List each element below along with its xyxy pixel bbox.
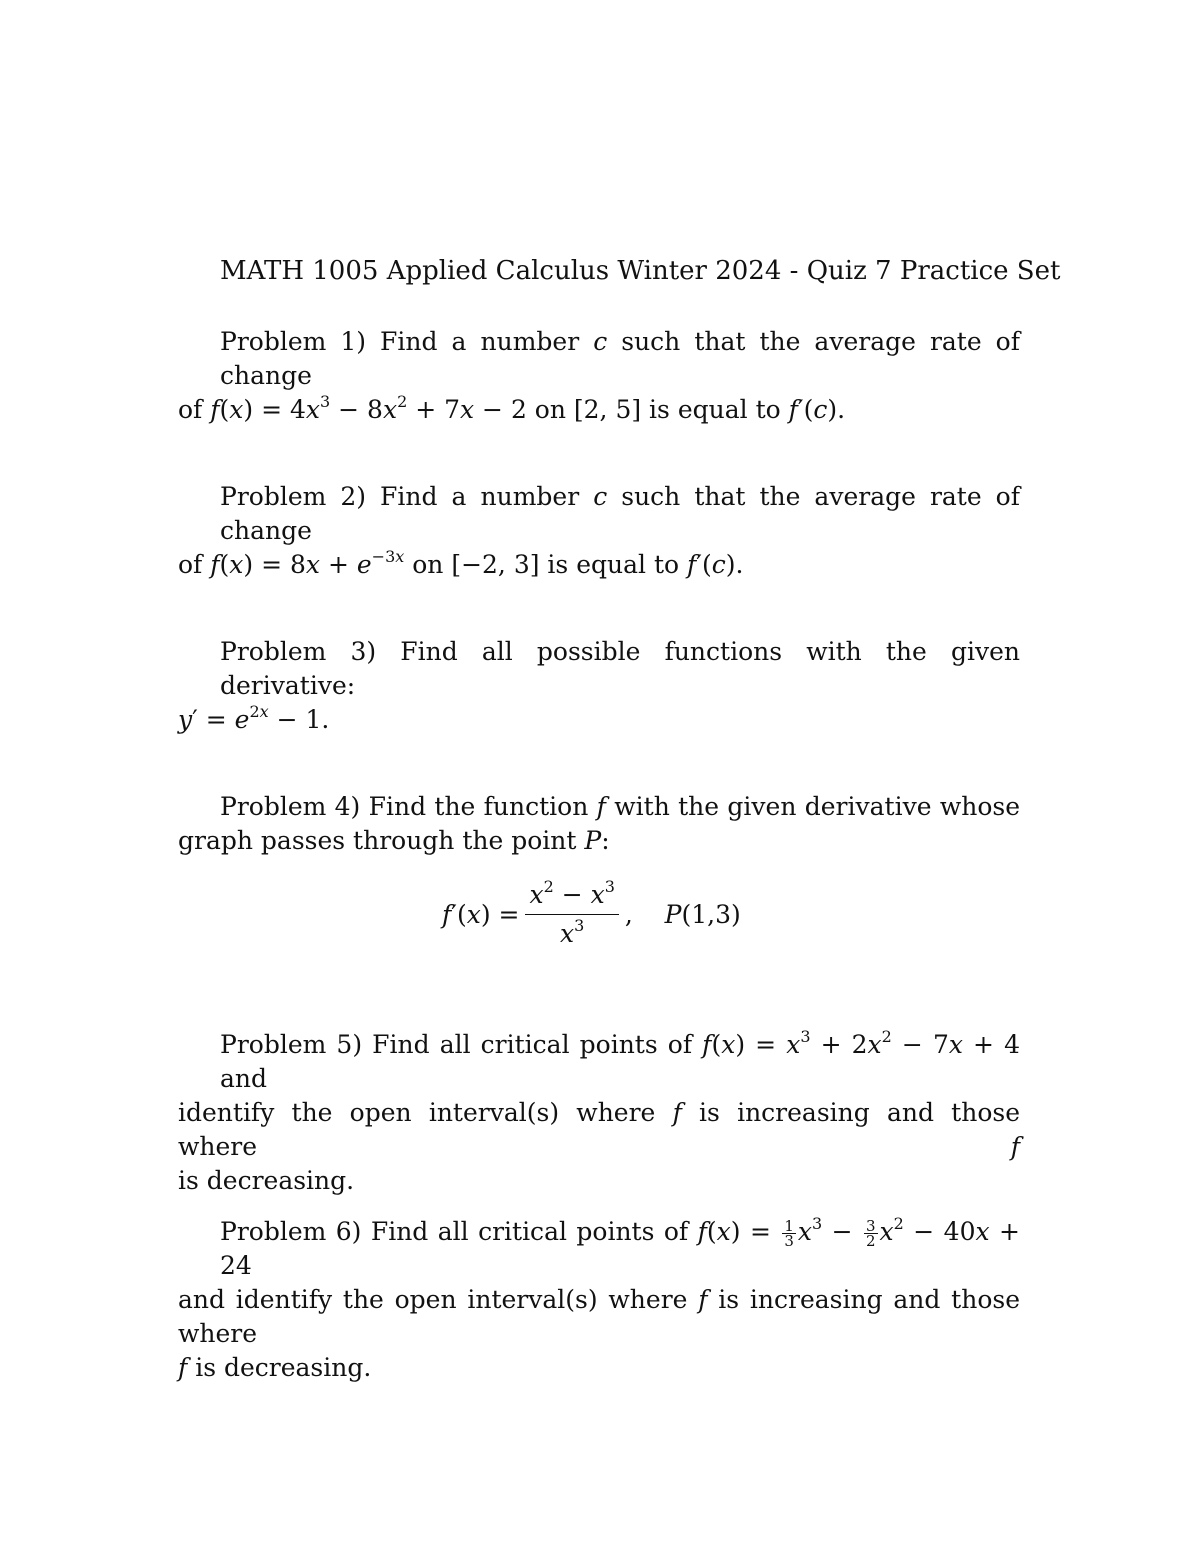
problem-5-line-1: Problem 5) Find all critical points of $f(x) = x^3 + 2x^2 - 7x + 4$ and	[220, 1027, 1020, 1093]
problem-3	[178, 635, 1020, 737]
problem-1	[178, 325, 1020, 427]
problem-5-line-2: identify the open interval(s) where f is increasing and those where f	[178, 1098, 1021, 1161]
problem-2-line-1: Problem 2) Find a number c such that the average rate of change	[220, 482, 1020, 545]
problem-4-line-2: graph passes through the point P:	[178, 826, 610, 855]
problem-6-line-2: and identify the open interval(s) where f is increasing and those where	[178, 1285, 1021, 1348]
problem-1-line-1: Problem 1) Find a number c such that the average rate of change	[220, 327, 1020, 390]
problem-5-line-3: is decreasing.	[178, 1166, 355, 1195]
problem-3-line-2: $y' = e^{2x} - 1$.	[178, 702, 330, 734]
problem-6	[178, 1215, 1020, 1385]
problem-3-line-1: Problem 3) Find all possible functions with the given derivative:	[220, 637, 1020, 700]
fraction: $\frac{x^2 - x^3}{x^3}$	[525, 880, 618, 949]
problem-1-line-2: of $f(x) = 4x^3 - 8x^2 + 7x - 2$ on [2, 5] is equal to f′(c).	[178, 392, 846, 424]
problem-2-line-2: of $f(x) = 8x + e^{-3x}$ on [−2, 3] is equal to f′(c).	[178, 547, 744, 579]
problem-2	[178, 480, 1020, 582]
problem-4	[178, 790, 1020, 858]
problem-5	[178, 1028, 1020, 1198]
problem-4-display-equation: f′(x) = $\frac{x^2 - x^3}{x^3}$ , P(1,3)	[442, 876, 741, 948]
problem-6-line-3: f is decreasing.	[178, 1353, 372, 1382]
problem-4-line-1: Problem 4) Find the function f with the given derivative whose	[220, 792, 1020, 821]
problem-6-line-1: Problem 6) Find all critical points of f(x) = $\frac{1}{3}$ $x^3$ − $\frac{3}{2}$ $x^2 - 40x + 24$	[220, 1214, 1020, 1280]
page-title: MATH 1005 Applied Calculus Winter 2024 - Quiz 7 Practice Set	[220, 256, 1061, 286]
